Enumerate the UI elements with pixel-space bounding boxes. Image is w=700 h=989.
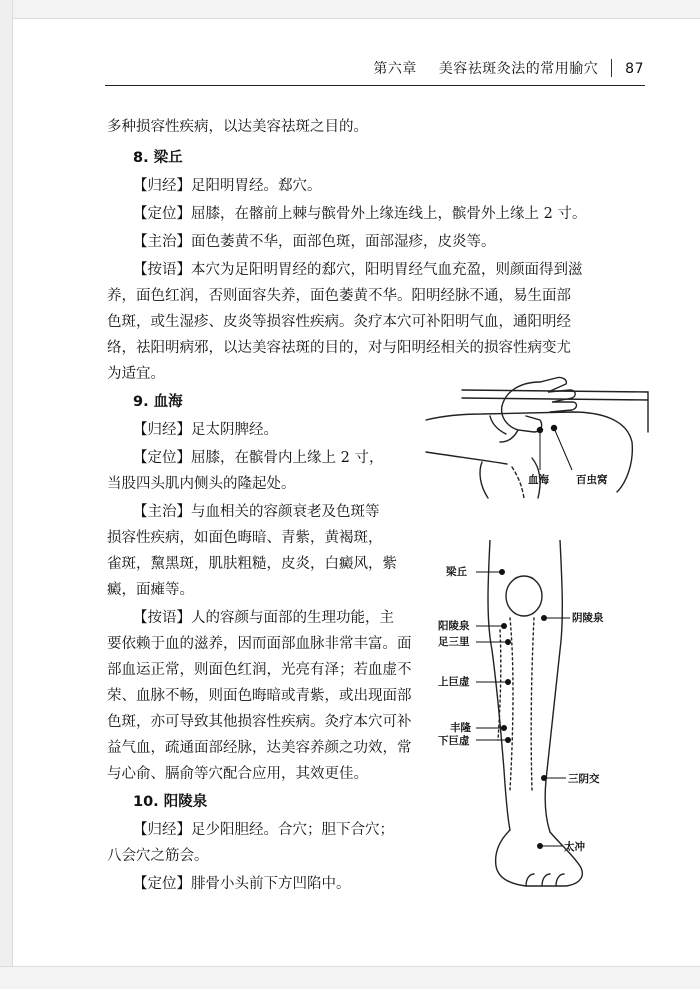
text-line: 色斑，或生湿疹、皮炎等损容性疾病。灸疗本穴可补阳明气血，通阳明经 (107, 314, 571, 330)
label-zusanli: 足三里 (438, 636, 470, 648)
chapter-label: 第六章 (373, 61, 417, 77)
text-line: 养，面色红润，否则面容失养，面色萎黄不华。阳明经脉不通，易生面部 (107, 288, 571, 304)
viewer-left-edge (0, 0, 13, 989)
text-line: 部血运正常，则面色红润，光亮有泽；若血虚不 (107, 662, 412, 678)
text-line: 要依赖于血的滋养，因而面部血脉非常丰富。面 (107, 636, 412, 652)
text-line: 【按语】人的容颜与面部的生理功能，主 (133, 610, 394, 626)
text-line: 【主治】与血相关的容颜衰老及色斑等 (133, 504, 380, 520)
label-liangqiu: 梁丘 (446, 566, 467, 578)
section-heading-xuehai: 9. 血海 (133, 394, 183, 410)
text-line: 雀斑，黧黑斑，肌肤粗糙，皮炎，白癜风，紫 (107, 556, 397, 572)
text-line: 【主治】面色萎黄不华，面部色斑，面部湿疹，皮炎等。 (133, 234, 496, 250)
text-line: 色斑，亦可导致其他损容性疾病。灸疗本穴可补 (107, 714, 412, 730)
section-heading-yanglingquan: 10. 阳陵泉 (133, 794, 208, 810)
text-line: 荣、血脉不畅，则面色晦暗或青紫，或出现面部 (107, 688, 412, 704)
section-heading-liangqiu: 8. 梁丘 (133, 150, 183, 166)
label-baichongwo: 百虫窝 (576, 474, 608, 486)
text-line: 【定位】屈膝，在髂前上棘与髌骨外上缘连线上，髌骨外上缘上 2 寸。 (133, 206, 587, 222)
label-yanglingquan: 阳陵泉 (438, 620, 470, 632)
text-line: 【定位】腓骨小头前下方凹陷中。 (133, 876, 351, 892)
text-line: 损容性疾病，如面色晦暗、青紫，黄褐斑， (107, 530, 383, 546)
label-xuehai: 血海 (528, 474, 549, 486)
text-line: 【归经】足阳明胃经。郄穴。 (133, 178, 322, 194)
text-line: 当股四头肌内侧头的隆起处。 (107, 476, 296, 492)
text-line: 益气血，疏通面部经脉，达美容养颜之功效，常 (107, 740, 412, 756)
text-line: 络，祛阳明病邪，以达美容祛斑的目的，对与阳明经相关的损容性病变尤 (107, 340, 571, 356)
label-sanyinjiao: 三阴交 (568, 773, 600, 785)
text-line: 【按语】本穴为足阳明胃经的郄穴，阳明胃经气血充盈，则颜面得到滋 (133, 262, 583, 278)
label-fenglong: 丰隆 (450, 722, 471, 734)
page-number: 87 (625, 61, 644, 77)
text-line: 八会穴之筋会。 (107, 848, 209, 864)
text-line: 【归经】足少阳胆经。合穴；胆下合穴； (133, 822, 394, 838)
text-line: 与心俞、膈俞等穴配合应用，其效更佳。 (107, 766, 368, 782)
label-yinlingquan: 阴陵泉 (572, 612, 604, 624)
text-line: 【定位】屈膝，在髌骨内上缘上 2 寸， (133, 450, 384, 466)
label-xiajuxu: 下巨虚 (438, 735, 470, 747)
text-line: 多种损容性疾病，以达美容祛斑之目的。 (107, 119, 368, 135)
chapter-title: 美容祛斑灸法的常用腧穴 (438, 61, 599, 77)
viewer-top-edge (0, 0, 700, 19)
label-shangjuxu: 上巨虚 (438, 676, 470, 688)
leg-illustration (470, 540, 620, 890)
header-separator (611, 59, 612, 77)
text-line: 为适宜。 (107, 366, 165, 382)
text-line: 癜，面瘫等。 (107, 582, 194, 598)
text-line: 【归经】足太阴脾经。 (133, 422, 278, 438)
header-rule (105, 85, 645, 86)
viewer-bottom-edge (0, 966, 700, 989)
running-header (373, 58, 644, 78)
label-taichong: 太冲 (564, 841, 585, 853)
